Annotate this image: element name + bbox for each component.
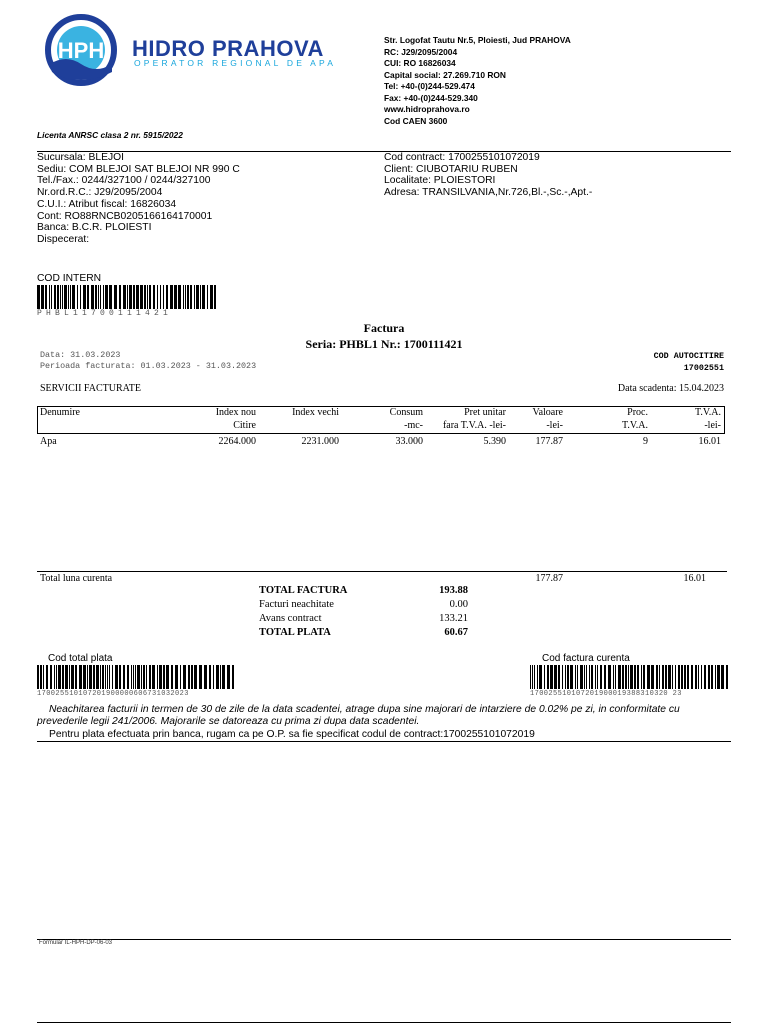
cod-total-plata-label: Cod total plata — [48, 653, 113, 664]
total-luna-valoare: 177.87 — [535, 573, 563, 584]
cod-intern-barcode — [37, 285, 219, 309]
invoice-period: Perioada facturata: 01.03.2023 - 31.03.2023 — [40, 361, 257, 371]
invoice-title: Factura — [363, 321, 405, 335]
servicii-facturate: SERVICII FACTURATE — [40, 383, 141, 394]
cell-consum: 33.000 — [395, 436, 423, 447]
facturi-neachitate-label: Facturi neachitate — [259, 599, 334, 610]
company-name: HIDRO PRAHOVA — [132, 36, 324, 61]
col-tva: T.V.A. -lei- — [694, 407, 721, 431]
bottom-divider — [37, 1022, 731, 1023]
notice-divider — [37, 741, 731, 742]
cod-autocitire — [654, 351, 724, 374]
branch-nr-ord: Nr.ord.R.C.: J29/2095/2004 — [37, 187, 163, 199]
cell-valoare: 177.87 — [535, 436, 563, 447]
logo-letters: HPH — [57, 38, 105, 63]
cod-factura-curenta-label: Cod factura curenta — [542, 653, 630, 664]
cod-autocitire-label: COD AUTOCITIRE — [653, 351, 724, 361]
late-payment-notice: Neachitarea facturii in termen de 30 de zile de la data scadentei, atrage dupa sine majorari de intarziere de 0.02% pe zi, in conformitate cu prevederile legii 241/2006. Majorarile se datoreaza cu prima zi dupa data scadentei. — [37, 704, 680, 727]
cod-total-plata-text: 170025510107201900000606731032023 — [37, 690, 189, 698]
invoice-serie: Seria: PHBL1 Nr.: 1700111421 — [305, 337, 463, 351]
client-adresa: Adresa: TRANSILVANIA,Nr.726,Bl.-,Sc.-,Apt.- — [384, 187, 593, 199]
client-cod-contract: Cod contract: 1700255101072019 — [384, 152, 540, 163]
company-tagline: OPERATOR REGIONAL DE APA — [134, 58, 337, 68]
branch-sediu: Sediu: COM BLEJOI SAT BLEJOI NR 990 C — [37, 163, 240, 175]
cell-index-nou: 2264.000 — [218, 436, 256, 447]
company-capital: Capital social: 27.269.710 RON — [384, 69, 506, 80]
col-consum: Consum -mc- — [389, 407, 423, 431]
branch-tel: Tel./Fax.: 0244/327100 / 0244/327100 — [37, 175, 211, 187]
company-fax: Fax: +40-(0)244-529.340 — [384, 92, 478, 103]
cell-index-vechi: 2231.000 — [301, 436, 339, 447]
total-luna-label: Total luna curenta — [40, 573, 113, 584]
col-proc-tva: Proc. T.V.A. — [621, 407, 648, 431]
branch-banca: Banca: B.C.R. PLOIESTI — [37, 222, 152, 234]
total-plata-label: TOTAL PLATA — [259, 627, 331, 638]
branch-sucursala: Sucursala: BLEJOI — [37, 152, 124, 163]
total-luna-tva: 16.01 — [683, 573, 706, 584]
cell-denumire: Apa — [40, 436, 57, 447]
facturi-neachitate-value: 0.00 — [449, 599, 468, 610]
branch-dispecerat: Dispecerat: — [37, 233, 90, 245]
cod-autocitire-value: 17002551 — [683, 362, 724, 373]
company-website[interactable]: www.hidroprahova.ro — [384, 104, 470, 114]
bank-payment-notice: Pentru plata efectuata prin banca, rugam ca pe O.P. sa fie specificat codul de contract:1700255101072019 — [49, 729, 535, 740]
client-name: Client: CIUBOTARIU RUBEN — [384, 163, 518, 175]
total-factura-value: 193.88 — [439, 585, 468, 596]
avans-contract-label: Avans contract — [259, 613, 322, 624]
company-cui: CUI: RO 16826034 — [384, 58, 456, 68]
col-pret-unitar: Pret unitar fara T.V.A. -lei- — [442, 407, 506, 431]
total-plata-value: 60.67 — [444, 627, 468, 638]
licenta: Licenta ANRSC clasa 2 nr. 5915/2022 — [37, 130, 183, 140]
data-scadenta: Data scadenta: 15.04.2023 — [617, 383, 724, 394]
cell-tva: 16.01 — [698, 436, 721, 447]
client-localitate: Localitate: PLOIESTORI — [384, 175, 496, 187]
branch-cont: Cont: RO88RNCB0205166164170001 — [37, 210, 213, 222]
cod-total-plata-barcode — [37, 665, 237, 689]
col-index-vechi: Index vechi — [292, 407, 339, 418]
footer-divider — [37, 939, 731, 940]
invoice-date: Data: 31.03.2023 — [40, 350, 121, 360]
formular-code: Formular IL-HPH-DP-06-03 — [39, 940, 113, 946]
branch-info — [37, 152, 240, 246]
cod-intern-text: PHBL11700111421 — [37, 309, 173, 318]
cod-factura-curenta-text: 170025510107201900019388310320 23 — [530, 690, 682, 698]
company-address: Str. Logofat Tautu Nr.5, Ploiesti, Jud PRAHOVA — [384, 35, 571, 45]
total-divider — [37, 571, 727, 572]
col-denumire: Denumire — [40, 407, 80, 418]
company-rc: RC: J29/2095/2004 — [384, 46, 458, 57]
branch-cui: C.U.I.: Atribut fiscal: 16826034 — [37, 198, 177, 210]
company-caen: Cod CAEN 3600 — [384, 115, 448, 126]
cod-intern-label: COD INTERN — [37, 273, 102, 284]
col-index-nou: Index nou Citire — [215, 407, 256, 431]
total-factura-label: TOTAL FACTURA — [259, 585, 348, 596]
col-valoare: Valoare -lei- — [532, 407, 563, 431]
cell-proc: 9 — [643, 436, 648, 447]
cod-factura-curenta-barcode — [530, 665, 730, 689]
client-info — [384, 152, 592, 199]
cell-pret: 5.390 — [483, 436, 506, 447]
company-tel: Tel: +40-(0)244-529.474 — [384, 81, 475, 91]
company-info — [384, 35, 571, 127]
avans-contract-value: 133.21 — [439, 613, 468, 624]
